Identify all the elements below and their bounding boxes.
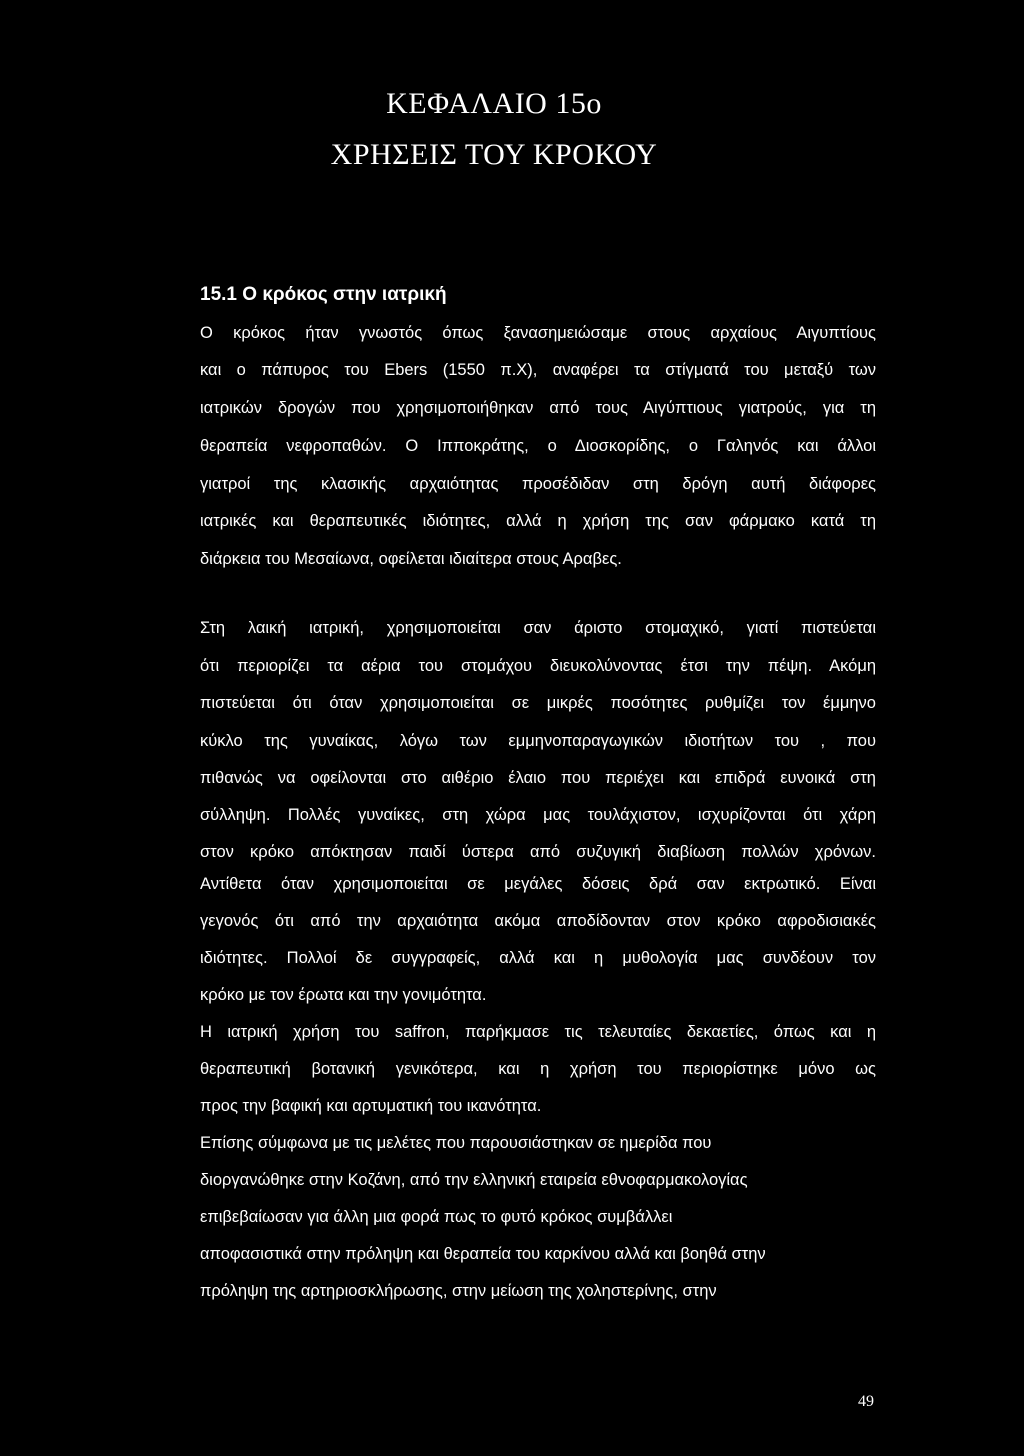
paragraph-line: ότι περιορίζει τα αέρια του στομάχου διευκολύνοντας έτσι την πέψη. Ακόμη: [200, 657, 876, 675]
paragraph-line: Η ιατρική χρήση του saffron, παρήκμασε τις τελευταίες δεκαετίες, όπως και η: [200, 1023, 876, 1041]
paragraph-line: Επίσης σύμφωνα με τις μελέτες που παρουσιάστηκαν σε ημερίδα που: [200, 1134, 712, 1152]
paragraph-line: Αντίθετα όταν χρησιμοποιείται σε μεγάλες δόσεις δρά σαν εκτρωτικό. Είναι: [200, 875, 876, 893]
paragraph-line: γεγονός ότι από την αρχαιότητα ακόμα αποδίδονταν στον κρόκο αφροδισιακές: [200, 912, 876, 930]
paragraph-line: Ο κρόκος ήταν γνωστός όπως ξανασημειώσαμε στους αρχαίους Αιγυπτίους: [200, 324, 876, 342]
paragraph-line: γιατροί της κλασικής αρχαιότητας προσέδιδαν στη δρόγη αυτή διάφορες: [200, 475, 876, 493]
chapter-title: ΧΡΗΣΕΙΣ ΤΟΥ ΚΡΟΚΟΥ: [330, 138, 658, 171]
paragraph-line: Στη λαική ιατρική, χρησιμοποιείται σαν άριστο στομαχικό, γιατί πιστεύεται: [200, 619, 876, 637]
paragraph-line: και ο πάπυρος του Ebers (1550 π.Χ), αναφέρει τα στίγματά του μεταξύ των: [200, 361, 876, 379]
paragraph-line: πιθανώς να οφείλονται στο αιθέριο έλαιο που περιέχει και επιδρά ευνοικά στη: [200, 769, 876, 787]
paragraph-line: διάρκεια του Μεσαίωνα, οφείλεται ιδιαίτερα στους Αραβες.: [200, 550, 622, 568]
paragraph-line: ιατρικών δρογών που χρησιμοποιήθηκαν από τους Αιγύπτιους γιατρούς, για τη: [200, 399, 876, 417]
paragraph-line: κύκλο της γυναίκας, λόγω των εμμηνοπαραγωγικών ιδιοτήτων του , που: [200, 732, 876, 750]
paragraph-line: ιδιότητες. Πολλοί δε συγγραφείς, αλλά και η μυθολογία μας συνδέουν τον: [200, 949, 876, 967]
paragraph-line: ιατρικές και θεραπευτικές ιδιότητες, αλλά η χρήση της σαν φάρμακο κατά τη: [200, 512, 876, 530]
paragraph-line: θεραπεία νεφροπαθών. Ο Ιπποκράτης, ο Διοσκορίδης, ο Γαληνός και άλλοι: [200, 437, 876, 455]
paragraph-line: στον κρόκο απόκτησαν παιδί ύστερα από συζυγική διαβίωση πολλών χρόνων.: [200, 843, 876, 861]
section-title: 15.1 Ο κρόκος στην ιατρική: [200, 284, 447, 305]
page-number: 49: [858, 1393, 874, 1410]
paragraph-line: πιστεύεται ότι όταν χρησιμοποιείται σε μικρές ποσότητες ρυθμίζει τον έμμηνο: [200, 694, 876, 712]
paragraph-line: κρόκο με τον έρωτα και την γονιμότητα.: [200, 986, 487, 1004]
paragraph-line: θεραπευτική βοτανική γενικότερα, και η χρήση του περιορίστηκε μόνο ως: [200, 1060, 876, 1078]
paragraph-line: διοργανώθηκε στην Κοζάνη, από την ελληνική εταιρεία εθνοφαρμακολογίας: [200, 1171, 748, 1189]
paragraph-line: επιβεβαίωσαν για άλλη μια φορά πως το φυτό κρόκος συμβάλλει: [200, 1208, 673, 1226]
paragraph-line: πρόληψη της αρτηριοσκλήρωσης, στην μείωση της χοληστερίνης, στην: [200, 1282, 717, 1300]
paragraph-line: αποφασιστικά στην πρόληψη και θεραπεία του καρκίνου αλλά και βοηθά στην: [200, 1245, 766, 1263]
paragraph-line: προς την βαφική και αρτυματική του ικανότητα.: [200, 1097, 542, 1115]
paragraph-line: σύλληψη. Πολλές γυναίκες, στη χώρα μας τουλάχιστον, ισχυρίζονται ότι χάρη: [200, 806, 876, 824]
chapter-number: ΚΕΦΑΛΑΙΟ 15ο: [386, 87, 602, 120]
